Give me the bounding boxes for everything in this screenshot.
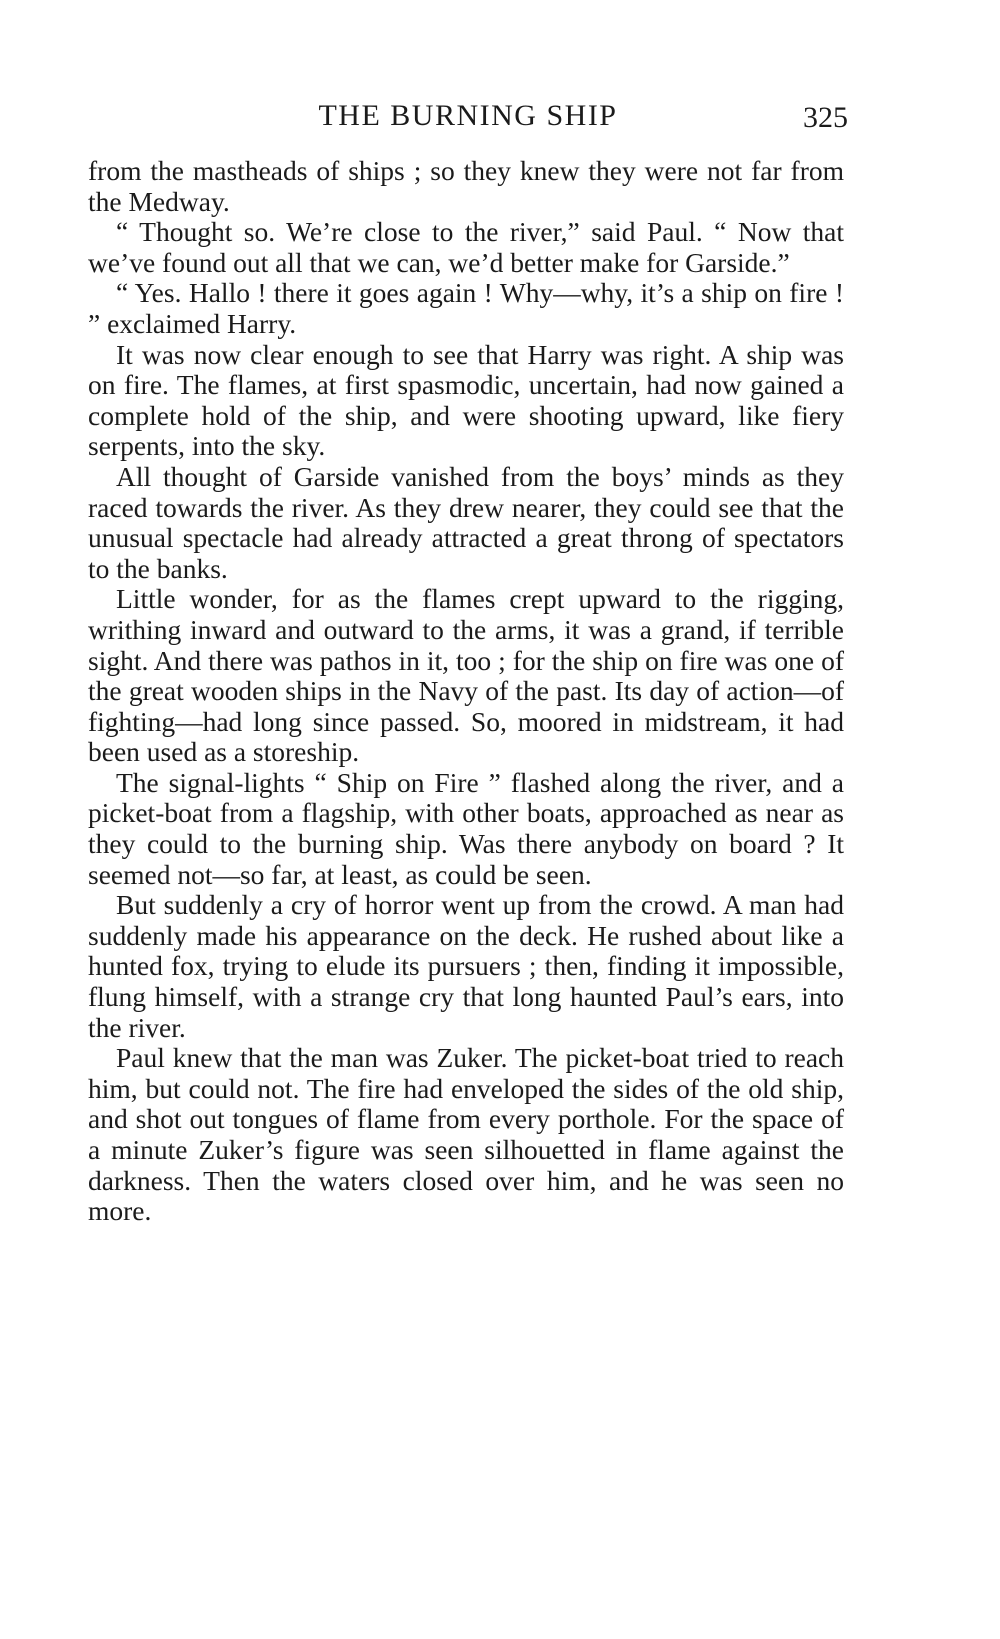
paragraph: “ Yes. Hallo ! there it goes again ! Why—why, it’s a ship on fire ! ” exclaimed Harry. [88,277,844,339]
chapter-title: THE BURNING SHIP [318,99,618,132]
paragraph: Paul knew that the man was Zuker. The picket-boat tried to reach him, but could not. The fire had enveloped the sides of the old ship, and shot out tongues of flame from every porthole. For the space of a minute Zuker’s figure was seen silhouetted in flame against the darkness. Then the waters closed over him, and he was seen no more. [88,1042,844,1227]
paragraph: “ Thought so. We’re close to the river,” said Paul. “ Now that we’ve found out all that we can, we’d better make for Garside.” [88,216,844,278]
page-number: 325 [803,101,848,134]
paragraph: But suddenly a cry of horror went up from the crowd. A man had suddenly made his appearance on the deck. He rushed about like a hunted fox, trying to elude its pursuers ; then, finding it impossible, flung himself, with a strange cry that long haunted Paul’s ears, into the river. [88,889,844,1043]
paragraph-continued: from the mastheads of ships ; so they knew they were not far from the Medway. [88,155,844,217]
paragraph: Little wonder, for as the flames crept upward to the rigging, writhing inward and outward to the arms, it was a grand, if terrible sight. And there was pathos in it, too ; for the ship on fire was one of the great wooden ships in the Navy of the past. Its day of action—of fighting—had long since passed. So, moored in midstream, it had been used as a storeship. [88,583,844,768]
running-head [88,96,848,136]
paragraph: The signal-lights “ Ship on Fire ” flashed along the river, and a picket-boat from a flagship, with other boats, approached as near as they could to the burning ship. Was there anybody on board ? It seemed not—so far, at least, as could be seen. [88,766,844,890]
paragraph: It was now clear enough to see that Harry was right. A ship was on fire. The flames, at first spasmodic, uncertain, had now gained a complete hold of the ship, and were shooting upward, like fiery serpents, into the sky. [88,338,844,462]
paragraph: All thought of Garside vanished from the boys’ minds as they raced towards the river. As they drew nearer, they could see that the unusual spectacle had already attracted a great throng of spectators to the banks. [88,460,844,584]
body-text [88,156,844,1227]
